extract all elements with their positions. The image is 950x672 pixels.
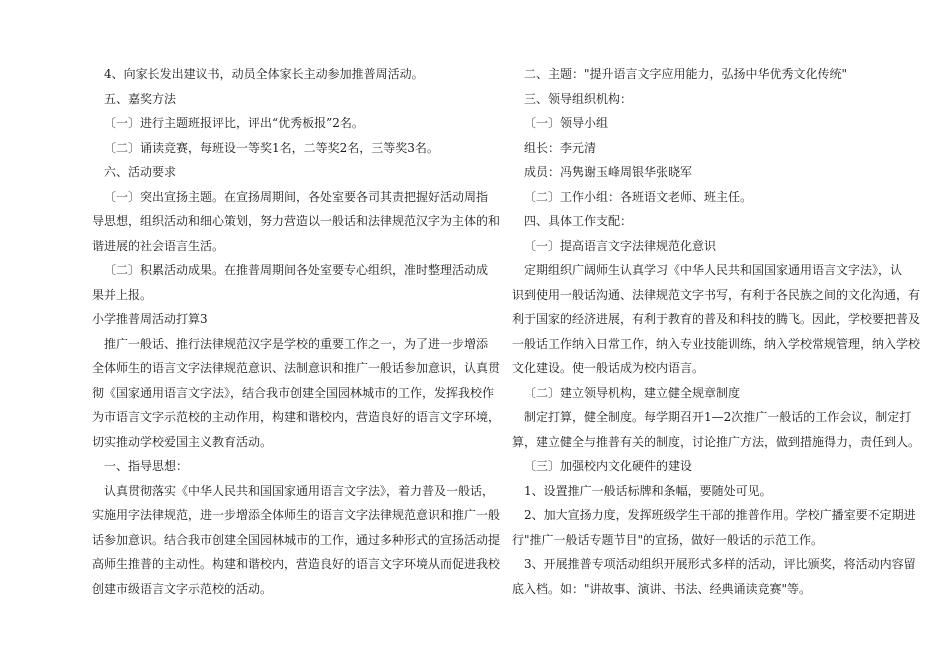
text-line: 话参加意识。结合我市创建全国园林城市的工作，通过多种形式的宣扬活动提: [92, 532, 501, 547]
text-line: 〔一〕进行主题班报评比，评出“优秀板报”2名。: [104, 116, 364, 130]
section-heading: 六、活动要求: [104, 165, 177, 179]
text-line: 算，建立健全与推普有关的制度，讨论推广方法，做到措施得力，责任到人。: [512, 434, 921, 449]
text-line: 彻《国家通用语言文字法》，结合我市创建全国园林城市的工作，发挥我校作: [92, 385, 495, 400]
text-line: 〔二〕建立领导机构，建立健全规章制度: [524, 385, 741, 400]
text-line: 〔三〕加强校内文化硬件的建设: [524, 459, 693, 473]
text-line: 全体师生的语言文字法律规范意识、法制意识和推广一般话参加意识，认真贯: [92, 361, 501, 375]
section-heading: 二、主题："提升语言文字应用能力，弘扬中华优秀文化传统": [524, 67, 848, 81]
text-line: 〔二〕积累活动成果。在推普周期间各处室要专心组织，准时整理活动成: [104, 263, 489, 277]
text-line: 高师生推普的主动性。构建和谐校内，营造良好的语言文字环境从而促进我校: [92, 557, 501, 571]
text-line: 创建市级语言文字示范校的活动。: [92, 581, 273, 596]
text-line: 一般话工作纳入日常工作，纳入专业技能训练，纳入学校常规管理，纳入学校: [512, 336, 921, 351]
text-line: 切实推动学校爱国主义教育活动。: [92, 434, 273, 449]
section-heading: 一、指导思想：: [104, 459, 189, 473]
text-line: 4、向家长发出建议书，动员全体家长主动参加推普周活动。: [104, 67, 424, 81]
right-column: [512, 62, 921, 601]
text-line: 行"推广一般话专题节目"的宣扬，做好一般话的示范工作。: [512, 532, 824, 547]
left-column: [92, 62, 501, 601]
text-line: 果并上报。: [92, 287, 153, 302]
text-line: 文化建设。使一般话成为校内语言。: [512, 361, 705, 375]
text-line: 2、加大宣扬力度，发挥班级学生干部的推普作用。学校广播室要不定期进: [524, 508, 916, 522]
text-line: 导思想，组织活动和细心策划，努力营造以一般话和法律规范汉字为主体的和: [92, 214, 501, 228]
text-line: 〔一〕领导小组: [524, 116, 609, 130]
text-line: 底入档。如："讲故事、演讲、书法、经典诵读竞赛"等。: [512, 581, 812, 596]
section-heading: 五、嘉奖方法: [104, 91, 177, 106]
text-line: 〔二〕诵读竞赛，每班设一等奖1名，二等奖2名，三等奖3名。: [104, 140, 439, 155]
section-heading: 三、领导组织机构：: [524, 91, 633, 106]
text-line: 定期组织广阔师生认真学习《中华人民共和国国家通用语言文字法》，认: [524, 263, 903, 277]
text-line: 识到使用一般话沟通、法律规范文字书写，有利于各民族之间的文化沟通，有: [512, 287, 921, 302]
text-line: 制定打算，健全制度。每学期召开1—2次推广一般话的工作会议，制定打: [524, 410, 912, 424]
text-line: 〔一〕突出宣扬主题。在宣扬周期间，各处室要各司其责把握好活动周指: [104, 189, 489, 204]
text-line: 成员：冯隽谢玉峰周银华张晓军: [524, 165, 693, 179]
text-line: 实施用字法律规范，进一步增添全体师生的语言文字法律规范意识和推广一般: [92, 508, 501, 522]
text-line: 组长：李元清: [524, 140, 597, 155]
document-title: 小学推普周活动打算3: [92, 312, 208, 326]
text-line: 推广一般话、推行法律规范汉字是学校的重要工作之一，为了进一步增添: [104, 336, 489, 351]
text-line: 1、设置推广一般话标牌和条幅，要随处可见。: [524, 483, 772, 498]
text-line: 为市语言文字示范校的主动作用，构建和谐校内，营造良好的语言文字环境，: [92, 410, 501, 424]
section-heading: 四、具体工作支配：: [524, 214, 633, 228]
text-line: 〔二〕工作小组：各班语文老师、班主任。: [524, 189, 753, 204]
text-line: 3、开展推普专项活动组织开展形式多样的活动，评比颁奖，将活动内容留: [524, 557, 916, 571]
text-line: 〔一〕提高语言文字法律规范化意识: [524, 238, 717, 253]
text-line: 认真贯彻落实《中华人民共和国国家通用语言文字法》，着力普及一般话，: [104, 483, 495, 498]
text-line: 利于国家的经济进展，有利于教育的普及和科技的腾飞。因此，学校要把普及: [512, 312, 921, 326]
text-line: 谐进展的社会语言生活。: [92, 238, 225, 253]
